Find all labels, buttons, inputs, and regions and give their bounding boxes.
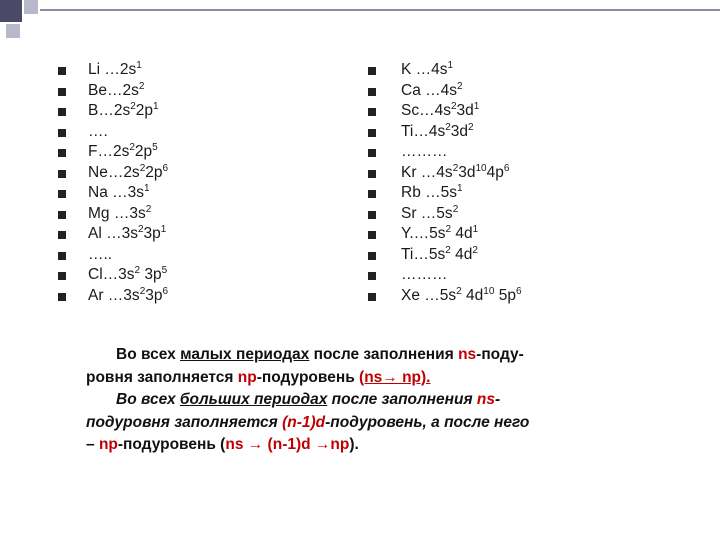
superscript: 1	[144, 183, 150, 194]
list-item	[58, 204, 358, 225]
text-run: 4d	[450, 245, 473, 263]
electron-config-text	[88, 286, 168, 307]
text-run: ).	[349, 436, 359, 453]
square-bullet-icon	[368, 252, 376, 260]
summary-paragraph	[86, 344, 646, 457]
electron-config-text	[88, 163, 168, 184]
electron-config-text	[88, 122, 108, 143]
text-run: после заполнения	[309, 346, 459, 363]
list-item	[58, 286, 358, 307]
superscript: 6	[162, 162, 169, 174]
list-item	[58, 142, 358, 163]
electron-config-text	[401, 122, 474, 143]
square-bullet-icon	[368, 149, 376, 157]
square-bullet-icon	[368, 272, 376, 280]
superscript: 6	[162, 285, 169, 297]
square-bullet-icon	[368, 170, 376, 178]
text-run: Rb …5s	[401, 184, 457, 201]
paragraph-line-1	[86, 344, 646, 367]
text-run: Во всех	[116, 391, 180, 408]
electron-config-text	[401, 60, 453, 81]
electron-config-text	[88, 101, 159, 122]
square-bullet-icon	[58, 272, 66, 280]
superscript: 2	[457, 80, 463, 92]
square-bullet-icon	[58, 149, 66, 157]
superscript: 10	[483, 285, 495, 297]
list-item	[58, 224, 358, 245]
square-bullet-icon	[368, 293, 376, 301]
text-run: Ne…2s	[88, 163, 140, 181]
square-bullet-icon	[368, 129, 376, 137]
text-run: -	[495, 391, 501, 408]
superscript: 2	[468, 121, 474, 133]
text-run: …..	[88, 245, 113, 263]
list-item	[58, 81, 358, 102]
superscript: 10	[475, 162, 487, 174]
text-run: 3p	[143, 225, 161, 242]
square-bullet-icon	[58, 88, 66, 96]
electron-config-text	[88, 204, 151, 225]
list-item	[368, 286, 688, 307]
electron-config-text	[401, 163, 509, 184]
square-bullet-icon	[58, 67, 66, 75]
text-run: 4p	[486, 163, 504, 181]
text-run: Be…2s	[88, 81, 139, 99]
superscript: 2	[445, 244, 451, 256]
text-run: 3d	[450, 122, 469, 140]
list-item	[368, 204, 688, 225]
top-rule	[40, 9, 720, 11]
text-run: 3d	[456, 102, 474, 119]
text-run: K …4s	[401, 61, 448, 78]
electron-config-text	[401, 81, 463, 102]
text-run: Na …3s	[88, 184, 144, 201]
square-bullet-icon	[58, 170, 66, 178]
text-run: 2p	[145, 163, 163, 181]
text-run: 3p	[145, 286, 163, 304]
list-item	[58, 245, 358, 266]
paragraph-line-2	[86, 367, 646, 390]
text-run: Ar …3s	[88, 286, 140, 304]
underlined-term-large-periods: больших периодах	[179, 391, 328, 408]
electron-config-text	[401, 265, 448, 286]
square-bullet-icon	[58, 190, 66, 198]
superscript: 2	[445, 224, 452, 235]
square-bullet-icon	[58, 293, 66, 301]
list-item	[368, 101, 688, 122]
square-bullet-icon	[368, 190, 376, 198]
text-run: 2p	[134, 143, 153, 160]
highlight-ns-np: (ns→ np).	[359, 368, 431, 386]
text-run: Kr …4s	[401, 163, 453, 181]
superscript: 6	[503, 162, 510, 174]
text-run: 5p	[494, 286, 516, 304]
square-bullet-icon	[58, 252, 66, 260]
electron-config-text	[401, 245, 478, 266]
text-run: B…2s	[88, 102, 131, 119]
square-bullet-icon	[368, 88, 376, 96]
right-config-list	[368, 60, 688, 306]
text-run: 3p	[140, 266, 162, 283]
text-run: ….	[88, 122, 108, 140]
list-item	[58, 265, 358, 286]
list-item	[58, 183, 358, 204]
list-item	[368, 60, 688, 81]
electron-config-text	[88, 265, 167, 286]
paragraph-line-3	[86, 389, 646, 412]
text-run: Al …3s	[88, 225, 138, 242]
superscript: 1	[473, 101, 480, 112]
superscript: 1	[447, 60, 454, 71]
text-run: 2p	[135, 102, 154, 119]
text-run: Ti…5s	[401, 245, 446, 263]
text-run: Ti…4s	[401, 122, 446, 140]
square-bullet-icon	[368, 67, 376, 75]
text-run: –	[86, 436, 99, 453]
superscript: 2	[129, 142, 135, 153]
text-run: Cl…3s	[88, 266, 135, 283]
text-run: 4d	[461, 286, 484, 304]
superscript: 2	[456, 285, 462, 297]
superscript: 2	[452, 203, 459, 215]
text-run: ровня заполняется	[86, 368, 238, 386]
text-run: 3d	[458, 163, 476, 181]
highlight-np: np	[98, 436, 118, 453]
superscript: 2	[130, 101, 136, 112]
highlight-n1d: (n-1)d	[282, 413, 326, 431]
list-item	[368, 122, 688, 143]
highlight-ns: ns	[458, 346, 477, 363]
electron-config-text	[88, 245, 112, 266]
text-run: -подуровень (	[117, 436, 226, 453]
square-bullet-icon	[368, 108, 376, 116]
paragraph-line-4	[86, 412, 646, 435]
text-run: Sc…4s	[401, 102, 451, 119]
list-item	[368, 183, 688, 204]
highlight-np: np	[237, 368, 257, 386]
superscript: 1	[153, 101, 159, 112]
text-run: 4d	[451, 225, 473, 242]
text-run: F…2s	[88, 143, 130, 160]
text-run: Xe …5s	[401, 286, 457, 304]
superscript: 2	[445, 121, 451, 133]
text-run: Y.…5s	[401, 225, 446, 242]
superscript: 1	[472, 224, 479, 235]
square-bullet-icon	[58, 108, 66, 116]
list-item	[58, 60, 358, 81]
text-run: Ca …4s	[401, 81, 457, 99]
superscript: 2	[139, 162, 146, 174]
superscript: 1	[160, 224, 167, 235]
square-bullet-icon	[58, 129, 66, 137]
text-run: после заполнения	[327, 391, 477, 408]
list-item	[368, 265, 688, 286]
electron-config-text	[88, 183, 150, 204]
electron-config-text	[401, 101, 479, 122]
text-run: -поду-	[476, 346, 524, 363]
electron-config-text	[88, 60, 142, 81]
list-item	[368, 224, 688, 245]
superscript: 2	[138, 80, 145, 92]
corner-decoration	[0, 0, 60, 40]
list-item	[58, 101, 358, 122]
electron-config-text	[401, 204, 458, 225]
square-bullet-icon	[368, 231, 376, 239]
list-item	[368, 245, 688, 266]
text-run: Sr …5s	[401, 204, 453, 222]
electron-config-text	[401, 286, 522, 307]
superscript: 2	[472, 244, 478, 256]
superscript: 2	[134, 265, 141, 276]
superscript: 2	[145, 203, 152, 215]
text-run: ………	[401, 266, 448, 283]
superscript: 2	[450, 101, 457, 112]
text-run: ………	[401, 143, 448, 160]
text-run: -подуровень	[256, 368, 360, 386]
electron-config-text	[88, 224, 166, 245]
square-bullet-icon	[58, 211, 66, 219]
superscript: 2	[452, 162, 459, 174]
text-run: -подуровень, а после него	[325, 413, 530, 431]
superscript: 2	[137, 224, 144, 235]
electron-config-text	[88, 142, 158, 163]
superscript: 5	[152, 142, 158, 153]
list-item	[368, 142, 688, 163]
electron-config-text	[401, 224, 478, 245]
list-item	[368, 163, 688, 184]
superscript: 5	[161, 265, 168, 276]
underlined-term-small-periods: малых периодах	[180, 346, 310, 363]
highlight-sequence: ns → (n-1)d →np	[225, 436, 350, 453]
paragraph-line-5	[86, 434, 646, 457]
text-run: Mg …3s	[88, 204, 146, 222]
text-run: Li …2s	[88, 61, 137, 78]
superscript: 1	[136, 60, 142, 71]
electron-config-text	[401, 183, 463, 204]
list-item	[368, 81, 688, 102]
list-item	[58, 163, 358, 184]
superscript: 1	[457, 183, 463, 194]
square-bullet-icon	[58, 231, 66, 239]
text-run: Во всех	[116, 346, 181, 363]
square-bullet-icon	[368, 211, 376, 219]
electron-config-text	[88, 81, 144, 102]
electron-config-text	[401, 142, 448, 163]
text-run: подуровня заполняется	[86, 413, 283, 431]
highlight-ns: ns	[476, 391, 496, 408]
superscript: 2	[139, 285, 146, 297]
superscript: 6	[515, 285, 522, 297]
left-config-list	[58, 60, 358, 306]
list-item	[58, 122, 358, 143]
